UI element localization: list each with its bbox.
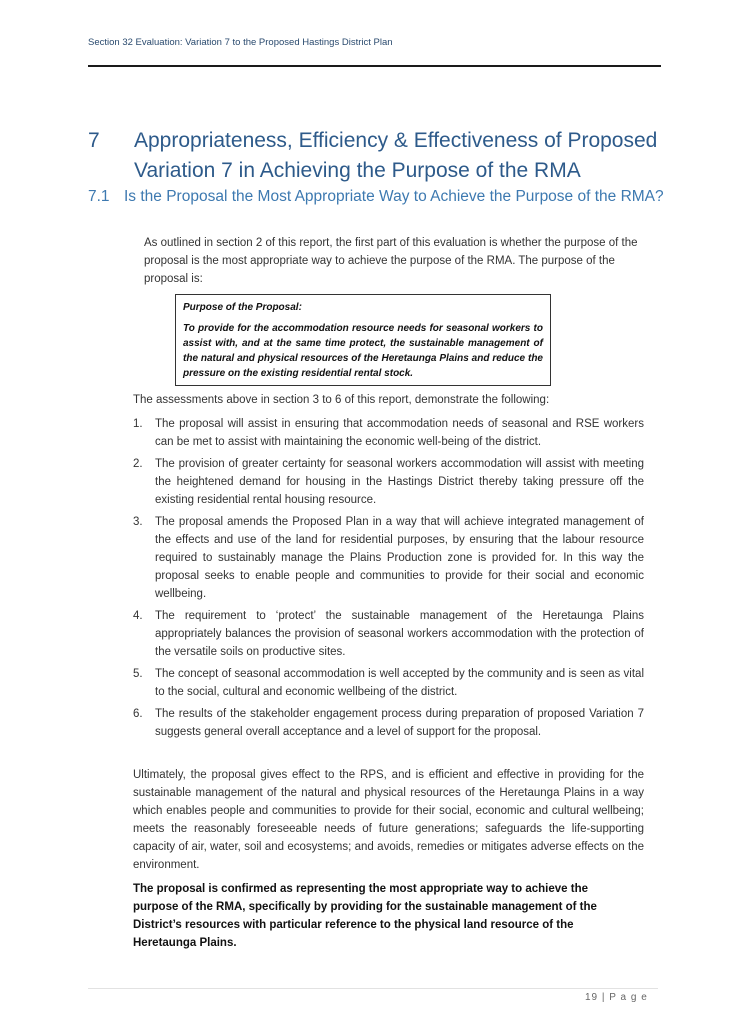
purpose-box-title: Purpose of the Proposal: [183,302,302,313]
header-divider [88,65,661,67]
list-item [133,513,644,603]
final-statement: The proposal is confirmed as representing the most appropriate way to achieve the purpose of the RMA, specifically by providing for the sustainable management of the District’s resources with particular reference to the physical land resource of the Heretaunga Plains. [133,883,597,949]
subsection-number: 7.1 [88,188,110,205]
section-number: 7 [88,129,100,152]
purpose-box-body: To provide for the accommodation resource needs for seasonal workers to assist with, and at the same time protect, the sustainable management of the natural and physical resources of the Heretaunga Plains and reduce the pressure on the existing residential rental stock. [183,323,543,379]
list-item-number: 2. [133,458,143,470]
list-item-number: 1. [133,418,143,430]
assessment-list [133,415,644,745]
conclusion-paragraph: Ultimately, the proposal gives effect to the RPS, and is efficient and effective in providing for the sustainable management of the natural and physical resources of the Heretaunga Plains in a way which enables people and communities to provide for their social, economic and cultural wellbeing; meets the reasonably foreseeable needs of future generations; safeguards the life-supporting capacity of air, water, soil and ecosystems; and avoids, remedies or mitigates adverse effects on the environment. [133,769,644,871]
list-item-text: The results of the stakeholder engagement process during preparation of proposed Variation 7 suggests general overall acceptance and a level of support for the proposal. [155,708,644,738]
list-item [133,705,644,741]
purpose-box [175,294,551,386]
list-item-number: 3. [133,516,143,528]
list-item-text: The proposal will assist in ensuring that accommodation needs of seasonal and RSE workers can be met to assist with maintaining the economic well-being of the district. [155,418,644,448]
intro-paragraph: As outlined in section 2 of this report, the first part of this evaluation is whether the purpose of the proposal is the most appropriate way to achieve the purpose of the RMA. The purpose of the proposal is: [144,237,638,285]
list-item-text: The proposal amends the Proposed Plan in a way that will achieve integrated management of the effects and use of the land for residential purposes, by ensuring that the labour resource required to sustainably manage the Plains Production zone is provided for. In this way the proposal seeks to enable people and communities to provide for their social and economic wellbeing. [155,516,644,600]
list-item [133,607,644,661]
list-item [133,455,644,509]
list-item-text: The concept of seasonal accommodation is well accepted by the community and is seen as vital to the social, cultural and economic wellbeing of the district. [155,668,644,698]
page-number: 19 | P a g e [585,992,648,1003]
footer-divider [88,988,658,989]
list-item-text: The requirement to ‘protect’ the sustainable management of the Heretaunga Plains appropriately balances the provision of seasonal workers accommodation with the protection of the versatile soils on productive sites. [155,610,644,658]
list-item [133,415,644,451]
list-item [133,665,644,701]
list-item-number: 6. [133,708,143,720]
list-item-number: 5. [133,668,143,680]
list-item-text: The provision of greater certainty for seasonal workers accommodation will assist with meeting the heightened demand for housing in the Hastings District thereby taking pressure off the existing residential rental housing resource. [155,458,644,506]
subsection-title: Is the Proposal the Most Appropriate Way to Achieve the Purpose of the RMA? [124,188,664,205]
section-title: Appropriateness, Efficiency & Effectiveness of Proposed Variation 7 in Achieving the Purpose of the RMA [134,129,658,182]
assessments-lead: The assessments above in section 3 to 6 of this report, demonstrate the following: [133,394,550,406]
list-item-number: 4. [133,610,143,622]
running-header: Section 32 Evaluation: Variation 7 to the Proposed Hastings District Plan [88,37,393,48]
